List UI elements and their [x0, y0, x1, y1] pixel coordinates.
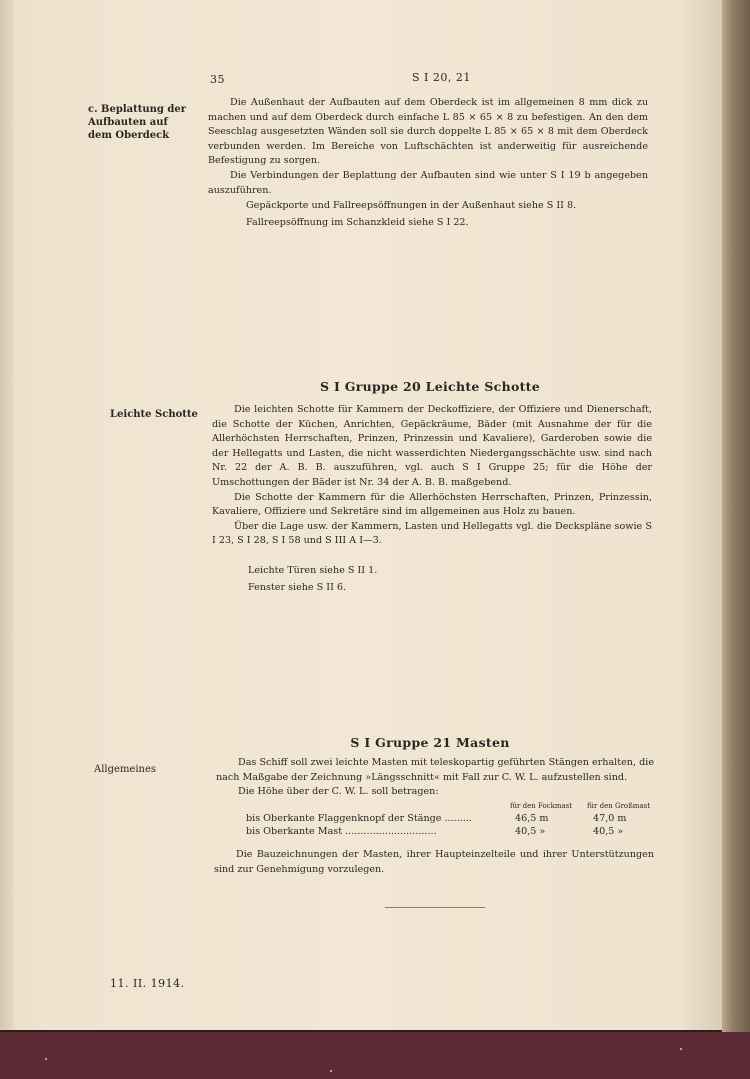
section-title-gruppe-21: S I Gruppe 21 Masten: [350, 735, 510, 750]
row-label: bis Oberkante Flaggenknopf der Stänge: [246, 813, 442, 824]
text-block-leichte-schotte: [212, 403, 652, 549]
reference-line: Fenster siehe S II 6.: [248, 582, 347, 593]
table-row: bis Oberkante Flaggenknopf der Stänge ......... 46,5 m 47,0 m: [246, 813, 656, 826]
grossmast-value: 47,0 m: [593, 813, 627, 824]
text-block-beplattung: [208, 96, 648, 198]
reference-line: Fallreepsöffnung im Schanzkleid siehe S I 22.: [246, 217, 469, 228]
dust-speck: [330, 1070, 332, 1072]
section-title-gruppe-20: S I Gruppe 20 Leichte Schotte: [320, 379, 540, 394]
table-row: bis Oberkante Mast .............................. 40,5 » 40,5 »: [246, 826, 656, 839]
column-header-fockmast: für den Fockmast: [509, 802, 573, 810]
table-header-row: [246, 802, 656, 813]
section-reference: S I 20, 21: [412, 71, 471, 84]
column-header-grossmast: für den Großmast: [586, 802, 651, 810]
page-number: 35: [210, 73, 225, 86]
page-edge-shadow: [722, 0, 750, 1032]
paragraph: Die Höhe über der C. W. L. soll betragen:: [238, 786, 439, 798]
paragraph: Über die Lage usw. der Kammern, Lasten und Hellegatts vgl. die Deckspläne sowie S I 23, S I 28, S I 58 und S III A I—3.: [212, 520, 652, 547]
footer-date: 11. II. 1914.: [110, 977, 185, 990]
dust-speck: [680, 1048, 682, 1050]
side-label-allgemeines: Allgemeines: [94, 764, 157, 775]
fockmast-value: 46,5 m: [515, 813, 549, 824]
side-label-beplattung: c. Beplattung der Aufbauten auf dem Oberdeck: [88, 104, 187, 141]
dust-speck: [45, 1058, 47, 1060]
reference-line: Gepäckporte und Fallreepsöffnungen in der Außenhaut siehe S II 8.: [246, 200, 577, 211]
reference-line: Leichte Türen siehe S II 1.: [248, 565, 378, 576]
paragraph: Die leichten Schotte für Kammern der Deckoffiziere, der Offiziere und Dienerschaft, die Schotte der Küchen, Anrichten, Gepäckräume, Bäder (mit Ausnahme der für die Allerhöchsten Herrschaften, Prinzen, Prinzessin und Kavaliere), Garderoben sowie die der Hellegatts und Lasten, die nicht wasserdichten Niedergangsschächte usw. sind nach Nr. 22 der A. B. B. auszuführen, vgl. auch S I Gruppe 25; für die Höhe der Umschottungen der Bäder ist Nr. 34 der A. B. B. maßgebend.: [212, 404, 652, 488]
paragraph: Das Schiff soll zwei leichte Masten mit teleskopartig geführten Stängen erhalten, die nach Maßgabe der Zeichnung »Längsschnitt« mit Fall zur C. W. L. aufzustellen sind.: [216, 757, 654, 783]
text-block-closing: [214, 848, 654, 877]
book-gutter: [0, 0, 14, 1032]
mast-height-table: [246, 802, 656, 839]
paragraph: Die Außenhaut der Aufbauten auf dem Oberdeck ist im allgemeinen 8 mm dick zu machen und auf dem Oberdeck durch einfache L 85 × 65 × 8 zu befestigen. An den dem Seeschlag ausgesetzten Wänden soll sie durch doppelte L 85 × 65 × 8 mit dem Oberdeck verbunden werden. Im Bereiche von Luftschächten ist anderweitig für ausreichende Befestigung zu sorgen.: [208, 97, 648, 167]
row-label: bis Oberkante Mast: [246, 826, 343, 837]
grossmast-value: 40,5 »: [593, 826, 624, 837]
side-label-leichte-schotte: Leichte Schotte: [110, 409, 198, 420]
text-block-masten: [216, 756, 654, 800]
paragraph: Die Schotte der Kammern für die Allerhöchsten Herrschaften, Prinzen, Prinzessin, Kavaliere, Offiziere und Sekretäre sind im allgemeinen aus Holz zu bauen.: [212, 491, 652, 518]
fockmast-value: 40,5 »: [515, 826, 546, 837]
section-end-rule: [385, 907, 485, 908]
paragraph: Die Verbindungen der Beplattung der Aufbauten sind wie unter S I 19 b angegeben auszuführen.: [208, 169, 648, 196]
scan-bed-background: [0, 1032, 750, 1079]
paragraph: Die Bauzeichnungen der Masten, ihrer Haupteinzelteile und ihrer Unterstützungen sind zur Genehmigung vorzulegen.: [214, 849, 654, 875]
